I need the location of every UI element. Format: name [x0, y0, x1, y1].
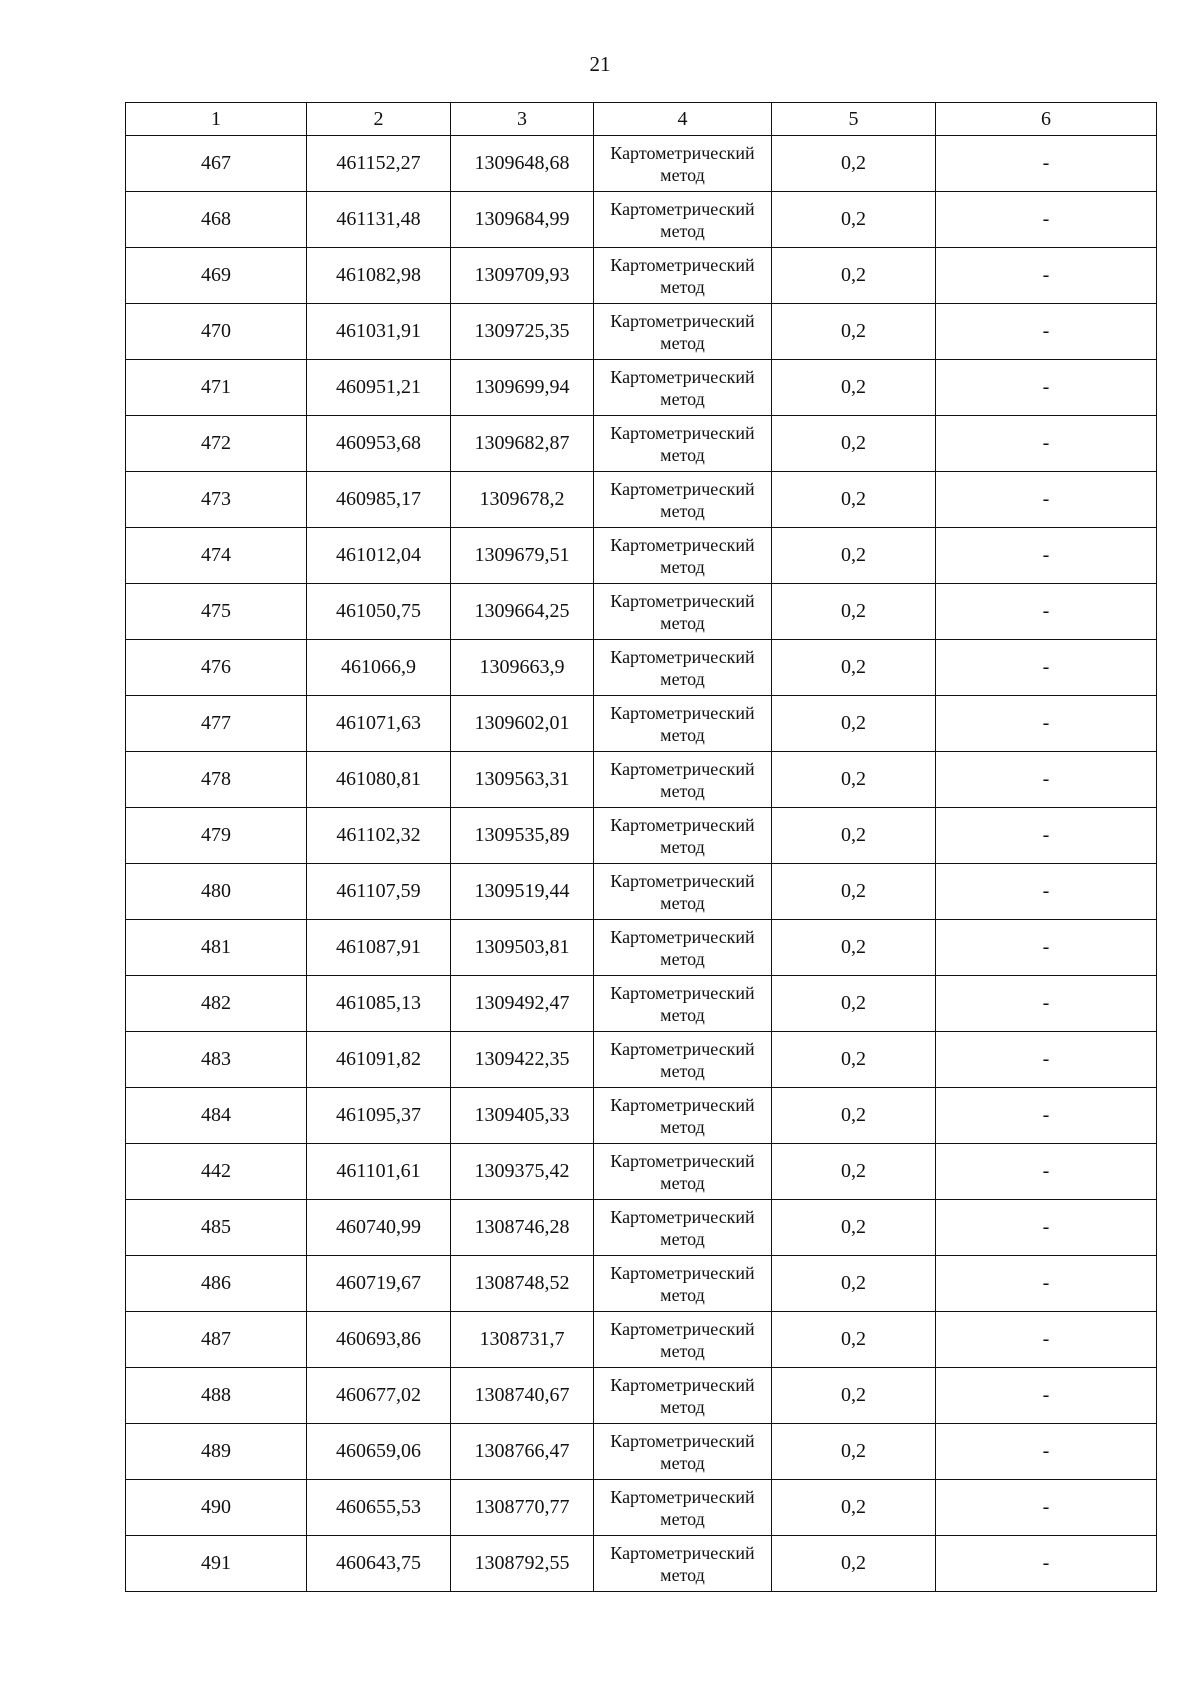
method-text-line1: Картометрический	[610, 142, 755, 163]
method-text-line1: Картометрический	[610, 1038, 755, 1059]
method-text-line1: Картометрический	[610, 1486, 755, 1507]
table-row	[126, 808, 1157, 864]
point-number-cell: 471	[126, 360, 307, 416]
note-cell: -	[936, 304, 1157, 360]
note-cell: -	[936, 864, 1157, 920]
precision-cell: 0,2	[772, 808, 936, 864]
precision-cell: 0,2	[772, 416, 936, 472]
point-number-cell: 489	[126, 1424, 307, 1480]
precision-cell: 0,2	[772, 1312, 936, 1368]
note-cell: -	[936, 1424, 1157, 1480]
y-coordinate-cell: 1309503,81	[451, 920, 594, 976]
note-cell: -	[936, 1536, 1157, 1592]
table-row	[126, 528, 1157, 584]
note-cell: -	[936, 1088, 1157, 1144]
method-text-line1: Картометрический	[610, 702, 755, 723]
y-coordinate-cell: 1309684,99	[451, 192, 594, 248]
table-row	[126, 360, 1157, 416]
precision-cell: 0,2	[772, 360, 936, 416]
method-text-line2: метод	[660, 1508, 705, 1529]
point-number-cell: 481	[126, 920, 307, 976]
y-coordinate-cell: 1309678,2	[451, 472, 594, 528]
x-coordinate-cell: 461107,59	[307, 864, 451, 920]
x-coordinate-cell: 461131,48	[307, 192, 451, 248]
method-cell	[594, 864, 772, 920]
y-coordinate-cell: 1309709,93	[451, 248, 594, 304]
method-text-line2: метод	[660, 444, 705, 465]
method-cell	[594, 696, 772, 752]
x-coordinate-cell: 461102,32	[307, 808, 451, 864]
page-number: 21	[589, 52, 611, 76]
point-number-cell: 488	[126, 1368, 307, 1424]
note-cell: -	[936, 1312, 1157, 1368]
table-row	[126, 1536, 1157, 1592]
method-cell	[594, 808, 772, 864]
method-text-line2: метод	[660, 612, 705, 633]
method-text-line1: Картометрический	[610, 646, 755, 667]
note-cell: -	[936, 528, 1157, 584]
x-coordinate-cell: 460677,02	[307, 1368, 451, 1424]
method-cell	[594, 1536, 772, 1592]
method-text-line2: метод	[660, 556, 705, 577]
x-coordinate-cell: 461101,61	[307, 1144, 451, 1200]
note-cell: -	[936, 696, 1157, 752]
method-text-line2: метод	[660, 1004, 705, 1025]
note-cell: -	[936, 920, 1157, 976]
note-cell: -	[936, 584, 1157, 640]
table-row	[126, 472, 1157, 528]
x-coordinate-cell: 461066,9	[307, 640, 451, 696]
precision-cell: 0,2	[772, 920, 936, 976]
point-number-cell: 490	[126, 1480, 307, 1536]
table-row	[126, 1480, 1157, 1536]
precision-cell: 0,2	[772, 1256, 936, 1312]
x-coordinate-cell: 460719,67	[307, 1256, 451, 1312]
point-number-cell: 472	[126, 416, 307, 472]
table-row	[126, 1256, 1157, 1312]
note-cell: -	[936, 1256, 1157, 1312]
method-text-line2: метод	[660, 332, 705, 353]
method-cell	[594, 1424, 772, 1480]
column-header-5: 5	[772, 103, 936, 136]
point-number-cell: 480	[126, 864, 307, 920]
y-coordinate-cell: 1308746,28	[451, 1200, 594, 1256]
table-row	[126, 752, 1157, 808]
table-row	[126, 1032, 1157, 1088]
point-number-cell: 475	[126, 584, 307, 640]
method-cell	[594, 248, 772, 304]
table-row	[126, 1088, 1157, 1144]
precision-cell: 0,2	[772, 1088, 936, 1144]
x-coordinate-cell: 461152,27	[307, 136, 451, 192]
y-coordinate-cell: 1308792,55	[451, 1536, 594, 1592]
method-text-line2: метод	[660, 1284, 705, 1305]
y-coordinate-cell: 1309519,44	[451, 864, 594, 920]
x-coordinate-cell: 461012,04	[307, 528, 451, 584]
table-row	[126, 416, 1157, 472]
method-cell	[594, 584, 772, 640]
method-cell	[594, 1032, 772, 1088]
point-number-cell: 442	[126, 1144, 307, 1200]
method-text-line2: метод	[660, 668, 705, 689]
point-number-cell: 484	[126, 1088, 307, 1144]
method-cell	[594, 1200, 772, 1256]
point-number-cell: 479	[126, 808, 307, 864]
table-row	[126, 1144, 1157, 1200]
point-number-cell: 491	[126, 1536, 307, 1592]
method-cell	[594, 360, 772, 416]
method-cell	[594, 192, 772, 248]
method-cell	[594, 920, 772, 976]
point-number-cell: 473	[126, 472, 307, 528]
method-text-line1: Картометрический	[610, 926, 755, 947]
method-cell	[594, 528, 772, 584]
precision-cell: 0,2	[772, 1480, 936, 1536]
precision-cell: 0,2	[772, 864, 936, 920]
table-row	[126, 304, 1157, 360]
table-row	[126, 136, 1157, 192]
note-cell: -	[936, 1368, 1157, 1424]
table-row	[126, 1312, 1157, 1368]
precision-cell: 0,2	[772, 640, 936, 696]
note-cell: -	[936, 1144, 1157, 1200]
x-coordinate-cell: 460643,75	[307, 1536, 451, 1592]
note-cell: -	[936, 1200, 1157, 1256]
note-cell: -	[936, 472, 1157, 528]
precision-cell: 0,2	[772, 584, 936, 640]
x-coordinate-cell: 461050,75	[307, 584, 451, 640]
method-text-line2: метод	[660, 164, 705, 185]
x-coordinate-cell: 461071,63	[307, 696, 451, 752]
method-cell	[594, 1480, 772, 1536]
note-cell: -	[936, 976, 1157, 1032]
column-header-1: 1	[126, 103, 307, 136]
table-row	[126, 1424, 1157, 1480]
precision-cell: 0,2	[772, 1032, 936, 1088]
method-text-line1: Картометрический	[610, 1430, 755, 1451]
method-text-line1: Картометрический	[610, 478, 755, 499]
y-coordinate-cell: 1309492,47	[451, 976, 594, 1032]
method-text-line1: Картометрический	[610, 422, 755, 443]
y-coordinate-cell: 1309682,87	[451, 416, 594, 472]
method-text-line2: метод	[660, 724, 705, 745]
x-coordinate-cell: 461031,91	[307, 304, 451, 360]
y-coordinate-cell: 1309405,33	[451, 1088, 594, 1144]
x-coordinate-cell: 460985,17	[307, 472, 451, 528]
y-coordinate-cell: 1308731,7	[451, 1312, 594, 1368]
y-coordinate-cell: 1308766,47	[451, 1424, 594, 1480]
method-text-line1: Картометрический	[610, 1094, 755, 1115]
precision-cell: 0,2	[772, 696, 936, 752]
y-coordinate-cell: 1309663,9	[451, 640, 594, 696]
method-text-line2: метод	[660, 948, 705, 969]
x-coordinate-cell: 460740,99	[307, 1200, 451, 1256]
method-text-line2: метод	[660, 1396, 705, 1417]
precision-cell: 0,2	[772, 528, 936, 584]
method-text-line2: метод	[660, 780, 705, 801]
table-row	[126, 920, 1157, 976]
table-row	[126, 248, 1157, 304]
x-coordinate-cell: 461080,81	[307, 752, 451, 808]
method-text-line2: метод	[660, 892, 705, 913]
method-text-line1: Картометрический	[610, 1150, 755, 1171]
y-coordinate-cell: 1308748,52	[451, 1256, 594, 1312]
note-cell: -	[936, 248, 1157, 304]
point-number-cell: 486	[126, 1256, 307, 1312]
y-coordinate-cell: 1309602,01	[451, 696, 594, 752]
method-text-line1: Картометрический	[610, 590, 755, 611]
table-row	[126, 1368, 1157, 1424]
method-text-line2: метод	[660, 1172, 705, 1193]
note-cell: -	[936, 192, 1157, 248]
method-text-line2: метод	[660, 836, 705, 857]
method-text-line1: Картометрический	[610, 1374, 755, 1395]
note-cell: -	[936, 136, 1157, 192]
point-number-cell: 485	[126, 1200, 307, 1256]
method-text-line1: Картометрический	[610, 254, 755, 275]
point-number-cell: 487	[126, 1312, 307, 1368]
precision-cell: 0,2	[772, 976, 936, 1032]
precision-cell: 0,2	[772, 1200, 936, 1256]
note-cell: -	[936, 640, 1157, 696]
point-number-cell: 482	[126, 976, 307, 1032]
method-cell	[594, 640, 772, 696]
y-coordinate-cell: 1309679,51	[451, 528, 594, 584]
y-coordinate-cell: 1309699,94	[451, 360, 594, 416]
x-coordinate-cell: 460655,53	[307, 1480, 451, 1536]
method-cell	[594, 1256, 772, 1312]
precision-cell: 0,2	[772, 136, 936, 192]
method-text-line1: Картометрический	[610, 1542, 755, 1563]
precision-cell: 0,2	[772, 248, 936, 304]
point-number-cell: 467	[126, 136, 307, 192]
method-text-line2: метод	[660, 276, 705, 297]
coordinates-table	[125, 102, 1157, 1592]
table-row	[126, 864, 1157, 920]
method-text-line1: Картометрический	[610, 814, 755, 835]
note-cell: -	[936, 1032, 1157, 1088]
note-cell: -	[936, 752, 1157, 808]
precision-cell: 0,2	[772, 192, 936, 248]
precision-cell: 0,2	[772, 1144, 936, 1200]
y-coordinate-cell: 1309563,31	[451, 752, 594, 808]
method-text-line1: Картометрический	[610, 870, 755, 891]
method-text-line2: метод	[660, 1228, 705, 1249]
point-number-cell: 483	[126, 1032, 307, 1088]
method-cell	[594, 472, 772, 528]
y-coordinate-cell: 1309664,25	[451, 584, 594, 640]
x-coordinate-cell: 460951,21	[307, 360, 451, 416]
method-text-line2: метод	[660, 220, 705, 241]
x-coordinate-cell: 461082,98	[307, 248, 451, 304]
y-coordinate-cell: 1309535,89	[451, 808, 594, 864]
precision-cell: 0,2	[772, 1536, 936, 1592]
precision-cell: 0,2	[772, 304, 936, 360]
method-cell	[594, 1312, 772, 1368]
table-row	[126, 640, 1157, 696]
method-cell	[594, 136, 772, 192]
method-cell	[594, 1144, 772, 1200]
method-text-line1: Картометрический	[610, 758, 755, 779]
column-header-6: 6	[936, 103, 1157, 136]
table-row	[126, 584, 1157, 640]
table-header	[126, 103, 1157, 136]
table-row	[126, 696, 1157, 752]
y-coordinate-cell: 1309422,35	[451, 1032, 594, 1088]
note-cell: -	[936, 808, 1157, 864]
point-number-cell: 477	[126, 696, 307, 752]
x-coordinate-cell: 461087,91	[307, 920, 451, 976]
table-row	[126, 976, 1157, 1032]
column-header-4: 4	[594, 103, 772, 136]
point-number-cell: 469	[126, 248, 307, 304]
method-text-line2: метод	[660, 1340, 705, 1361]
point-number-cell: 478	[126, 752, 307, 808]
header-row	[126, 103, 1157, 136]
note-cell: -	[936, 360, 1157, 416]
method-text-line1: Картометрический	[610, 1262, 755, 1283]
note-cell: -	[936, 1480, 1157, 1536]
method-cell	[594, 752, 772, 808]
y-coordinate-cell: 1309648,68	[451, 136, 594, 192]
method-text-line1: Картометрический	[610, 534, 755, 555]
method-text-line2: метод	[660, 500, 705, 521]
method-cell	[594, 1088, 772, 1144]
y-coordinate-cell: 1308740,67	[451, 1368, 594, 1424]
x-coordinate-cell: 461095,37	[307, 1088, 451, 1144]
table-row	[126, 1200, 1157, 1256]
point-number-cell: 474	[126, 528, 307, 584]
method-cell	[594, 976, 772, 1032]
column-header-3: 3	[451, 103, 594, 136]
precision-cell: 0,2	[772, 752, 936, 808]
method-text-line2: метод	[660, 1116, 705, 1137]
precision-cell: 0,2	[772, 1424, 936, 1480]
point-number-cell: 468	[126, 192, 307, 248]
point-number-cell: 470	[126, 304, 307, 360]
x-coordinate-cell: 460659,06	[307, 1424, 451, 1480]
method-text-line2: метод	[660, 1564, 705, 1585]
column-header-2: 2	[307, 103, 451, 136]
method-cell	[594, 304, 772, 360]
method-text-line1: Картометрический	[610, 366, 755, 387]
x-coordinate-cell: 461085,13	[307, 976, 451, 1032]
method-text-line2: метод	[660, 388, 705, 409]
method-text-line1: Картометрический	[610, 198, 755, 219]
x-coordinate-cell: 460953,68	[307, 416, 451, 472]
method-text-line1: Картометрический	[610, 1318, 755, 1339]
method-text-line2: метод	[660, 1060, 705, 1081]
method-text-line2: метод	[660, 1452, 705, 1473]
point-number-cell: 476	[126, 640, 307, 696]
precision-cell: 0,2	[772, 1368, 936, 1424]
note-cell: -	[936, 416, 1157, 472]
method-text-line1: Картометрический	[610, 1206, 755, 1227]
x-coordinate-cell: 461091,82	[307, 1032, 451, 1088]
x-coordinate-cell: 460693,86	[307, 1312, 451, 1368]
y-coordinate-cell: 1309375,42	[451, 1144, 594, 1200]
method-cell	[594, 416, 772, 472]
table-body	[126, 136, 1157, 1592]
y-coordinate-cell: 1309725,35	[451, 304, 594, 360]
precision-cell: 0,2	[772, 472, 936, 528]
method-text-line1: Картометрический	[610, 310, 755, 331]
method-cell	[594, 1368, 772, 1424]
y-coordinate-cell: 1308770,77	[451, 1480, 594, 1536]
table-row	[126, 192, 1157, 248]
method-text-line1: Картометрический	[610, 982, 755, 1003]
